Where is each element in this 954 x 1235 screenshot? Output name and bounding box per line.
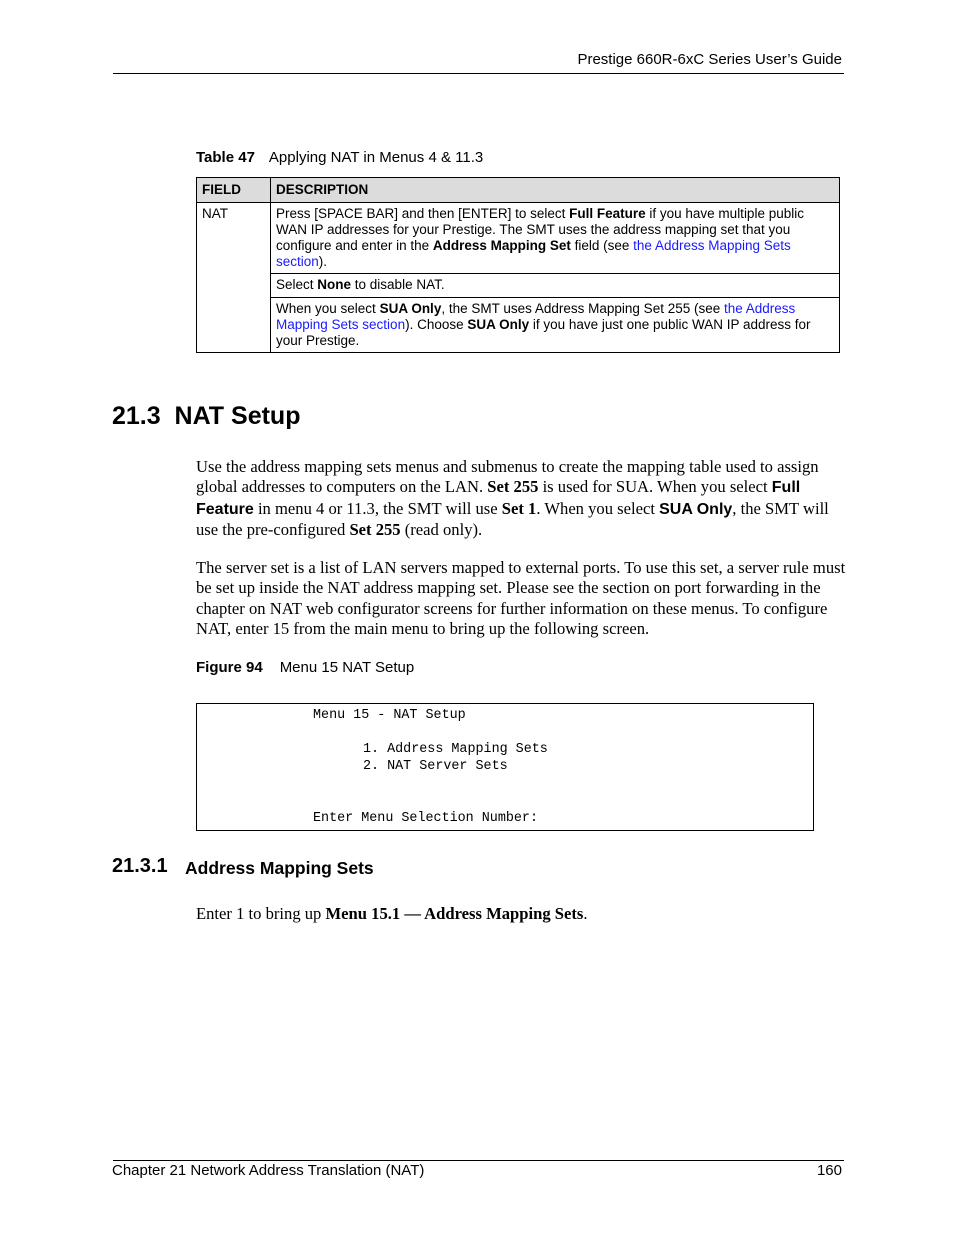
desc-bold: SUA Only — [379, 301, 442, 316]
figure-caption — [196, 659, 414, 676]
para-text: Use the address mapping sets menus and submenus to create the mapping table used to assign global addresses to computers on the LAN. — [196, 457, 819, 497]
menu-title: Menu 15 - NAT Setup — [313, 708, 466, 723]
menu-item-address-mapping-sets[interactable]: 1. Address Mapping Sets — [363, 742, 548, 757]
desc-text: Select — [276, 277, 318, 292]
desc-text: if you have just one public WAN IP address for your Prestige. — [276, 317, 811, 348]
desc-bold: None — [317, 277, 352, 292]
para-text: . When you select — [536, 498, 660, 518]
table-caption-text: Applying NAT in Menus 4 & 11.3 — [268, 149, 484, 166]
para-bold: SUA Only — [659, 500, 733, 518]
para-text: Enter 1 to bring up — [196, 904, 326, 923]
footer-page-number: 160 — [816, 1162, 842, 1179]
table-row — [197, 203, 840, 274]
desc-bold: Address Mapping Set — [432, 238, 571, 253]
para-bold: Set 255 — [349, 519, 401, 539]
para-text: is used for SUA. When you select — [538, 477, 772, 497]
description-cell — [271, 274, 840, 298]
desc-text: Press [SPACE BAR] and then [ENTER] to select — [276, 206, 570, 221]
desc-bold: Full Feature — [569, 206, 646, 221]
address-mapping-sets-link[interactable]: the Address Mapping Sets section — [276, 301, 796, 332]
desc-text: if you have multiple public WAN IP addresses for your Prestige. The SMT uses the address mapping set that you configure and enter in the — [276, 206, 804, 253]
col-field-header: FIELD — [197, 178, 271, 203]
smt-menu-screen — [196, 703, 814, 831]
menu-selection-prompt[interactable]: Enter Menu Selection Number: — [313, 811, 538, 826]
footer-rule — [113, 1160, 844, 1161]
server-set-paragraph: The server set is a list of LAN servers mapped to external ports. To use this set, a server rule must be set up inside the NAT address mapping set. Please see the section on port forwarding in the chapter on NAT web configurator screens for further information on these menus. To configure NAT, enter 15 from the main menu to bring up the following screen. — [196, 558, 846, 638]
desc-text: field (see — [570, 238, 634, 253]
para-text: (read only). — [400, 519, 483, 539]
para-bold: Menu 15.1 — Address Mapping Sets — [325, 904, 584, 923]
desc-text: to disable NAT. — [351, 277, 445, 292]
figure-caption-label: Figure 94 — [196, 659, 263, 676]
subsection-number: 21.3.1 — [112, 855, 168, 877]
desc-bold: SUA Only — [467, 317, 530, 332]
para-text: , the SMT will use the pre-configured — [196, 498, 829, 539]
desc-text: When you select — [276, 301, 380, 316]
table-caption — [196, 149, 483, 166]
section-heading: 21.3 NAT Setup — [112, 402, 301, 430]
para-bold: Set 1 — [501, 498, 537, 518]
field-cell-nat: NAT — [197, 203, 271, 353]
table-row — [197, 274, 840, 298]
description-cell — [271, 298, 840, 353]
desc-text: , the SMT uses Address Mapping Set 255 (see — [441, 301, 724, 316]
menu-item-nat-server-sets[interactable]: 2. NAT Server Sets — [363, 759, 508, 774]
subsection-paragraph — [196, 904, 846, 924]
footer-chapter: Chapter 21 Network Address Translation (NAT) — [112, 1162, 425, 1179]
intro-paragraph — [196, 457, 846, 540]
desc-text: ). — [318, 254, 328, 269]
para-text: . — [583, 904, 588, 923]
para-text: in menu 4 or 11.3, the SMT will use — [253, 498, 502, 518]
header-rule — [113, 73, 844, 74]
address-mapping-sets-link[interactable]: the Address Mapping Sets section — [276, 238, 791, 269]
figure-caption-text: Menu 15 NAT Setup — [279, 659, 415, 676]
table-header-row — [197, 178, 840, 203]
table-caption-label: Table 47 — [196, 149, 255, 166]
description-cell — [271, 203, 840, 274]
running-header-title: Prestige 660R-6xC Series User’s Guide — [577, 51, 842, 68]
col-description-header: DESCRIPTION — [271, 178, 840, 203]
nat-menus-table — [196, 177, 840, 353]
subsection-title: Address Mapping Sets — [185, 858, 374, 878]
desc-text: ). Choose — [405, 317, 468, 332]
table-row — [197, 298, 840, 353]
para-bold: Full Feature — [196, 479, 801, 518]
para-bold: Set 255 — [487, 477, 539, 497]
